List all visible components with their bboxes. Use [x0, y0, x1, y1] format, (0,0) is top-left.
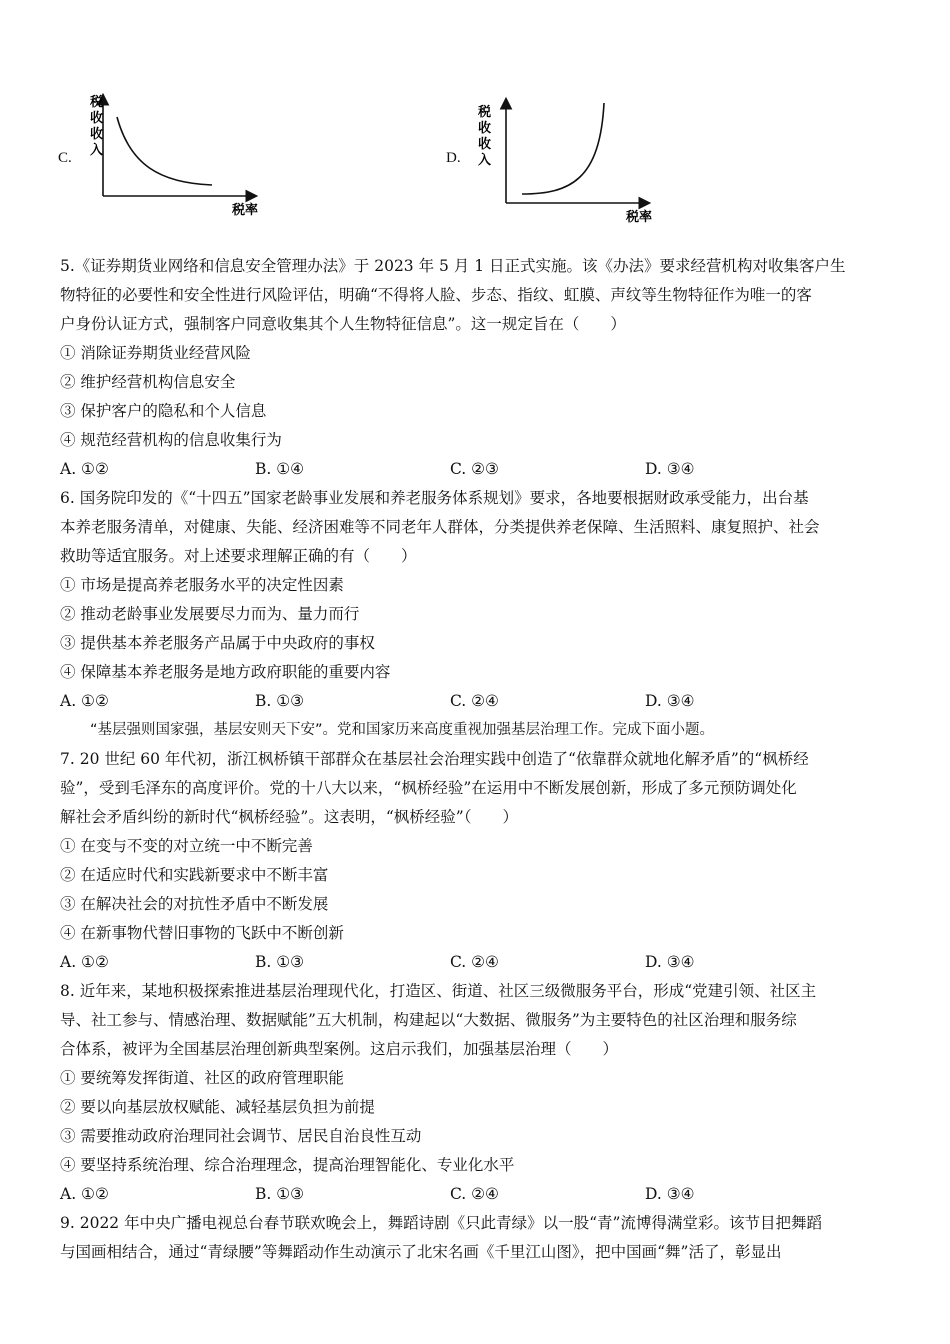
option-a[interactable]: A. ①②	[60, 1185, 109, 1203]
statement-item: ② 维护经营机构信息安全	[60, 373, 236, 391]
statement-item: ③ 在解决社会的对抗性矛盾中不断发展	[60, 895, 329, 913]
option-d[interactable]: D. ③④	[645, 953, 695, 971]
option-c[interactable]: C. ②④	[450, 953, 499, 971]
statement-item: ④ 要坚持系统治理、综合治理理念，提高治理智能化、专业化水平	[60, 1156, 515, 1174]
answer-options	[60, 455, 890, 484]
statement-item: ② 在适应时代和实践新要求中不断丰富	[60, 866, 329, 884]
option-b[interactable]: B. ①③	[255, 1185, 305, 1203]
statement-item: ① 消除证券期货业经营风险	[60, 344, 251, 362]
graph-d-ylabel-4: 入	[478, 153, 492, 168]
graph-c-curve	[117, 117, 212, 185]
option-c[interactable]: C. ②④	[450, 692, 499, 710]
graph-c-ylabel-4: 入	[90, 143, 104, 158]
question-stem: 合体系，被评为全国基层治理创新典型案例。这启示我们，加强基层治理（ ）	[60, 1040, 619, 1058]
statement-item: ① 市场是提高养老服务水平的决定性因素	[60, 576, 344, 594]
statement-item: ③ 保护客户的隐私和个人信息	[60, 402, 267, 420]
graph-d-curve	[522, 103, 604, 194]
question-7	[60, 745, 890, 977]
question-stem: 救助等适宜服务。对上述要求理解正确的有（ ）	[60, 547, 417, 565]
question-stem: 本养老服务清单，对健康、失能、经济困难等不同老年人群体，分类提供养老保障、生活照料、康复照护、社会	[60, 518, 820, 536]
graph-d	[477, 100, 652, 225]
answer-options	[60, 948, 890, 977]
option-c[interactable]: C. ②③	[450, 460, 499, 478]
option-c-label: C.	[58, 150, 72, 166]
question-stem: 与国画相结合，通过“青绿腰”等舞蹈动作生动演示了北宋名画《千里江山图》，把中国画“舞”活了，彰显出	[60, 1243, 782, 1261]
graph-area	[0, 0, 950, 240]
question-stem: 5.《证券期货业网络和信息安全管理办法》于 2023 年 5 月 1 日正式实施。该《办法》要求经营机构对收集客户生	[60, 257, 846, 275]
statement-item: ④ 规范经营机构的信息收集行为	[60, 431, 282, 449]
statement-item: ③ 需要推动政府治理同社会调节、居民自治良性互动	[60, 1127, 422, 1145]
graph-d-ylabel-1: 税	[478, 105, 492, 120]
question-list	[60, 252, 890, 1267]
answer-options	[60, 1180, 890, 1209]
question-5	[60, 252, 890, 484]
option-a[interactable]: A. ①②	[60, 460, 109, 478]
question-9	[60, 1209, 890, 1267]
graph-c-xlabel: 税率	[232, 203, 259, 218]
graph-d-ylabel-3: 收	[478, 137, 492, 152]
option-c[interactable]: C. ②④	[450, 1185, 499, 1203]
option-b[interactable]: B. ①③	[255, 953, 305, 971]
statement-item: ② 要以向基层放权赋能、减轻基层负担为前提	[60, 1098, 375, 1116]
question-stem: 6. 国务院印发的《“十四五”国家老龄事业发展和养老服务体系规划》要求，各地要根据财政承受能力，出台基	[60, 489, 809, 507]
statement-item: ④ 保障基本养老服务是地方政府职能的重要内容	[60, 663, 391, 681]
question-stem: 9. 2022 年中央广播电视总台春节联欢晚会上，舞蹈诗剧《只此青绿》以一股“青”流博得满堂彩。该节目把舞蹈	[60, 1214, 822, 1232]
question-stem: 解社会矛盾纠纷的新时代“枫桥经验”。这表明，“枫桥经验”（ ）	[60, 808, 518, 826]
option-d[interactable]: D. ③④	[645, 1185, 695, 1203]
question-6	[60, 484, 890, 716]
question-8	[60, 977, 890, 1209]
graph-d-ylabel-2: 收	[478, 121, 492, 136]
question-stem: 导、社工参与、情感治理、数据赋能”五大机制，构建起以“大数据、微服务”为主要特色的社区治理和服务综	[60, 1011, 797, 1029]
option-d[interactable]: D. ③④	[645, 692, 695, 710]
graph-d-xlabel: 税率	[626, 210, 653, 225]
statement-item: ④ 在新事物代替旧事物的飞跃中不断创新	[60, 924, 344, 942]
section-intro: “基层强则国家强，基层安则天下安”。党和国家历来高度重视加强基层治理工作。完成下面小题。	[90, 722, 715, 738]
statement-item: ① 在变与不变的对立统一中不断完善	[60, 837, 313, 855]
statement-item: ③ 提供基本养老服务产品属于中央政府的事权	[60, 634, 375, 652]
graph-c-ylabel-1: 税	[90, 95, 104, 110]
graph-c	[89, 94, 258, 218]
question-stem: 8. 近年来，某地积极探索推进基层治理现代化，打造区、街道、社区三级微服务平台，形成“党建引领、社区主	[60, 982, 817, 1000]
option-d[interactable]: D. ③④	[645, 460, 695, 478]
graph-c-ylabel-2: 收	[90, 111, 104, 126]
tax-graphs	[0, 0, 950, 240]
question-stem: 验”，受到毛泽东的高度评价。党的十八大以来，“枫桥经验”在运用中不断发展创新，形成了多元预防调处化	[60, 779, 797, 797]
option-a[interactable]: A. ①②	[60, 692, 109, 710]
option-a[interactable]: A. ①②	[60, 953, 109, 971]
statement-item: ② 推动老龄事业发展要尽力而为、量力而行	[60, 605, 360, 623]
option-b[interactable]: B. ①③	[255, 692, 305, 710]
option-b[interactable]: B. ①④	[255, 460, 305, 478]
question-stem: 物特征的必要性和安全性进行风险评估，明确“不得将人脸、步态、指纹、虹膜、声纹等生物特征作为唯一的客	[60, 286, 812, 304]
question-stem: 7. 20 世纪 60 年代初，浙江枫桥镇干部群众在基层社会治理实践中创造了“依靠群众就地化解矛盾”的“枫桥经	[60, 750, 809, 768]
question-stem: 户身份认证方式，强制客户同意收集其个人生物特征信息”。这一规定旨在（ ）	[60, 315, 626, 333]
option-d-label: D.	[446, 150, 461, 166]
answer-options	[60, 687, 890, 716]
graph-c-ylabel-3: 收	[90, 127, 104, 142]
statement-item: ① 要统筹发挥街道、社区的政府管理职能	[60, 1069, 344, 1087]
